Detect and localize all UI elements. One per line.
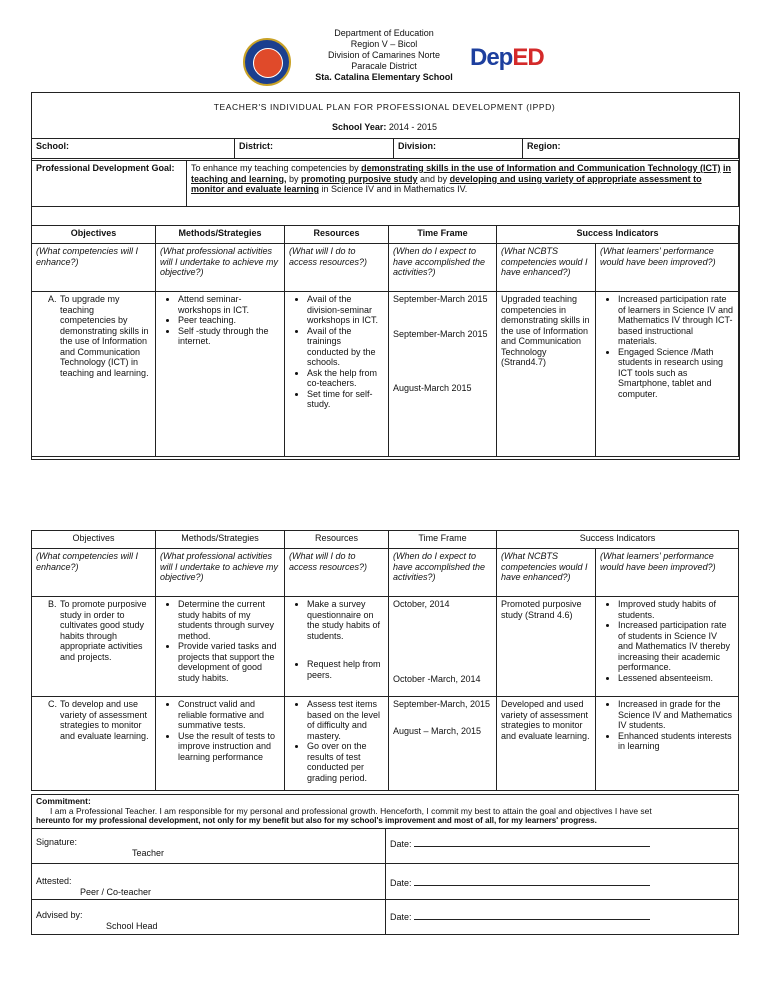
date-cell [386, 900, 739, 935]
ncbts-cell: Promoted purposive study (Strand 4.6) [497, 597, 596, 697]
list-item: • Determine the current study habits of my students through survey method. [178, 599, 280, 641]
learners-cell [596, 292, 739, 457]
plan-title: TEACHER'S INDIVIDUAL PLAN FOR PROFESSIONAL DEVELOPMENT (IPPD) [213, 102, 556, 112]
date-cell [386, 864, 739, 900]
resources-cell [285, 292, 389, 457]
signature-label: Attested: [36, 876, 72, 886]
school-label: School: [32, 139, 235, 159]
hint-learners: (What learners' performance would have been improved?) [596, 549, 739, 597]
list-item: • Avail of the trainings conducted by the schools. [307, 326, 384, 368]
goal-text: To enhance my teaching competencies by demonstrating skills in the use of Information and Communication Technology (ICT) in teaching and learning, by promoting purposive study and by developing and using variety of appropriate assessment to monitor and evaluate learning in Science IV and in Mathematics IV. [187, 161, 739, 207]
date-label: Date: [390, 912, 412, 922]
timeframe-cell: September-March, 2015 August – March, 2015 [389, 697, 497, 791]
col-objectives: Objectives [32, 226, 156, 244]
signature-label: Advised by: [36, 910, 83, 920]
list-item: • Increased participation rate of students in Science IV and Mathematics IV thereby increasing their academic performance. [618, 620, 734, 673]
list-item: • Increased in grade for the Science IV and Mathematics IV students. [618, 699, 734, 731]
list-item: • Construct valid and reliable formative and summative tests. [178, 699, 280, 731]
col-success: Success Indicators [497, 226, 739, 244]
commitment-table [31, 794, 739, 829]
list-item: • Assess test items based on the level of difficulty and mastery. [307, 699, 384, 741]
commitment-cell [32, 795, 739, 829]
region-label: Region: [523, 139, 739, 159]
list-item: • Enhanced students interests in learning [618, 731, 734, 752]
signature-table [31, 828, 739, 935]
dept-line: Department of Education [334, 28, 434, 38]
hint-timeframe: (When do I expect to have accomplished the activities?) [389, 244, 497, 292]
date-line [414, 910, 650, 920]
timeframe-cell: September-March 2015 September-March 2015 August-March 2015 [389, 292, 497, 457]
list-item: • Go over on the results of test conducted per grading period. [307, 741, 384, 783]
letterhead [0, 28, 768, 83]
list-item: • Peer teaching. [178, 315, 280, 326]
school-name: Sta. Catalina Elementary School [315, 72, 453, 82]
timeframe-cell: October, 2014 October -March, 2014 [389, 597, 497, 697]
col-resources: Resources [285, 531, 389, 549]
list-item: • Lessened absenteeism. [618, 673, 734, 684]
resources-cell [285, 697, 389, 791]
hint-ncbts: (What NCBTS competencies would I have enhanced?) [497, 549, 596, 597]
col-timeframe: Time Frame [389, 226, 497, 244]
date-label: Date: [390, 878, 412, 888]
signature-label: Signature: [36, 837, 78, 847]
list-item: • Improved study habits of students. [618, 599, 734, 620]
hint-methods: (What professional activities will I undertake to achieve my objective?) [156, 244, 285, 292]
signature-role: Teacher [132, 847, 165, 858]
methods-cell [156, 292, 285, 457]
objective-cell: C. To develop and use variety of assessment strategies to monitor and evaluate learning. [32, 697, 156, 791]
resources-cell [285, 597, 389, 697]
signature-cell [32, 864, 386, 900]
hint-learners: (What learners' performance would have been improved?) [596, 244, 739, 292]
table-row [32, 292, 739, 457]
col-resources: Resources [285, 226, 389, 244]
table-row [32, 697, 739, 791]
list-item: • Increased participation rate of learners in Science IV and Mathematics IV through ICT-based instructional materials. [618, 294, 734, 347]
date-cell [386, 829, 739, 864]
commitment-line-1: I am a Professional Teacher. I am responsible for my personal and professional growth. Henceforth, I commit my best to attain the goal and objectives I have set [50, 806, 652, 816]
commitment-label: Commitment: [36, 796, 91, 806]
objective-cell: B. To promote purposive study in order to cultivates good study habits through appropriate activities and projects. [32, 597, 156, 697]
col-methods: Methods/Strategies [156, 226, 285, 244]
signature-role: Peer / Co-teacher [80, 886, 152, 897]
col-objectives: Objectives [32, 531, 156, 549]
list-item: • Provide varied tasks and projects that support the development of good study habits. [178, 641, 280, 683]
learners-cell [596, 697, 739, 791]
list-item: • Attend seminar-workshops in ICT. [178, 294, 280, 315]
hint-objectives: (What competencies will I enhance?) [32, 549, 156, 597]
signature-cell [32, 829, 386, 864]
table-row [32, 597, 739, 697]
list-item: • Request help from peers. [307, 659, 384, 680]
methods-cell [156, 697, 285, 791]
goal-label: Professional Development Goal: [32, 161, 187, 207]
date-label: Date: [390, 839, 412, 849]
ncbts-cell: Developed and used variety of assessment strategies to monitor and evaluate learning. [497, 697, 596, 791]
district-line: Paracale District [351, 61, 417, 71]
info-table [31, 138, 739, 159]
hint-resources: (What will I do to access resources?) [285, 549, 389, 597]
hint-ncbts: (What NCBTS competencies would I have enhanced?) [497, 244, 596, 292]
division-line: Division of Camarines Norte [327, 50, 441, 60]
learners-cell [596, 597, 739, 697]
deped-logo: DepED [470, 44, 544, 71]
district-label: District: [235, 139, 394, 159]
list-item: • Make a survey questionnaire on the study habits of students. [307, 599, 384, 641]
list-item: • Self -study through the internet. [178, 326, 280, 347]
list-item: • Ask the help from co-teachers. [307, 368, 384, 389]
commitment-line-2: hereunto for my professional development, not only for my benefit but also for my school's improvement and most of all, for my learners' progress. [36, 816, 597, 825]
plan-table-2 [31, 530, 739, 791]
plan-table-1 [31, 225, 739, 457]
hint-methods: (What professional activities will I undertake to achieve my objective?) [156, 549, 285, 597]
col-success: Success Indicators [497, 531, 739, 549]
ncbts-cell: Upgraded teaching competencies in demonstrating skills in the use of Information and Communication Technology (Strand4.7) [497, 292, 596, 457]
date-line [414, 837, 650, 847]
hint-timeframe: (When do I expect to have accomplished the activities?) [389, 549, 497, 597]
school-year: School Year: 2014 - 2015 [332, 122, 437, 132]
list-item: • Use the result of tests to improve instruction and learning performance [178, 731, 280, 763]
hint-objectives: (What competencies will I enhance?) [32, 244, 156, 292]
signature-role: School Head [106, 920, 158, 931]
methods-cell [156, 597, 285, 697]
region-line: Region V – Bicol [350, 39, 418, 49]
list-item: • Set time for self-study. [307, 389, 384, 410]
objective-cell: A. To upgrade my teaching competencies by demonstrating skills in the use of Information and Communication Technology (ICT) in teaching and learning. [32, 292, 156, 457]
hint-resources: (What will I do to access resources?) [285, 244, 389, 292]
division-label: Division: [394, 139, 523, 159]
col-methods: Methods/Strategies [156, 531, 285, 549]
signature-cell [32, 900, 386, 935]
list-item: • Avail of the division-seminar workshops in ICT. [307, 294, 384, 326]
col-timeframe: Time Frame [389, 531, 497, 549]
list-item: • Engaged Science /Math students in research using ICT tools such as Smartphone, tablet and computer. [618, 347, 734, 400]
goal-table [31, 160, 739, 207]
date-line [414, 876, 650, 886]
